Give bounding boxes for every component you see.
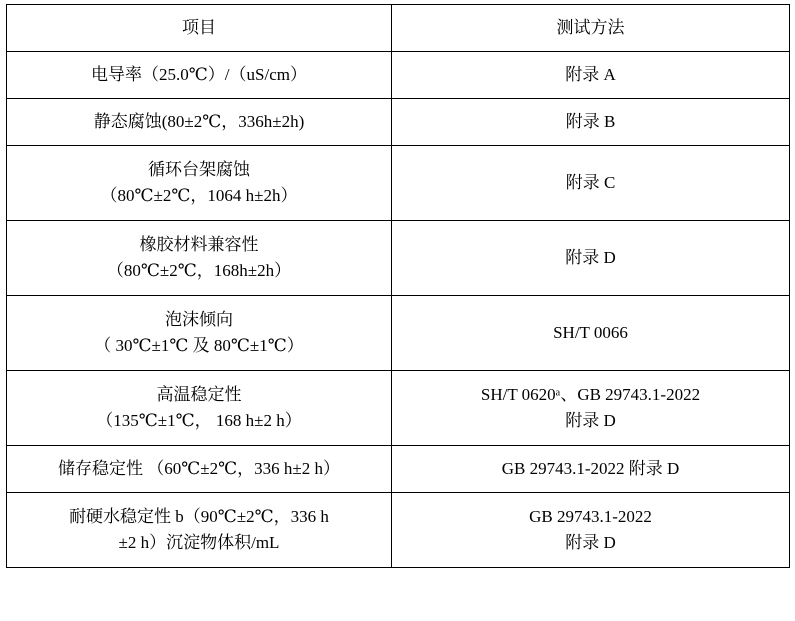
cell-item-line: 橡胶材料兼容性: [139, 234, 259, 254]
table-row: [7, 221, 790, 296]
table-row: [7, 493, 790, 568]
table-row: [7, 371, 790, 446]
cell-item: [7, 493, 392, 568]
cell-item: [7, 146, 392, 221]
cell-method: [392, 221, 790, 296]
cell-method: [392, 52, 790, 99]
table-row: [7, 296, 790, 371]
cell-item: [7, 296, 392, 371]
cell-item: [7, 221, 392, 296]
cell-item: [7, 446, 392, 493]
cell-method-line: 附录 C: [565, 172, 616, 192]
header-item-label: 项目: [182, 17, 216, 37]
cell-item-line: （80℃±2℃，1064 h±2h）: [100, 186, 298, 205]
table-row: [7, 99, 790, 146]
table-row: [7, 52, 790, 99]
cell-item-line: 高温稳定性: [156, 384, 242, 404]
table-row: [7, 146, 790, 221]
cell-method: [392, 146, 790, 221]
cell-item-line: 循环台架腐蚀: [148, 159, 250, 179]
cell-method-line: GB 29743.1-2022: [529, 506, 652, 526]
cell-method-line: SH/T 0066: [553, 322, 628, 342]
cell-item-line: 静态腐蚀(80±2℃，336h±2h): [93, 111, 305, 131]
cell-method: [392, 99, 790, 146]
cell-item: [7, 52, 392, 99]
cell-method-line: 附录 D: [565, 533, 616, 552]
cell-item-line: （80℃±2℃，168h±2h）: [106, 261, 292, 280]
cell-method: [392, 493, 790, 568]
table-row: [7, 446, 790, 493]
cell-item-line: （ 30℃±1℃ 及 80℃±1℃）: [94, 336, 304, 355]
cell-method-line: 附录 D: [565, 247, 616, 267]
cell-method: [392, 446, 790, 493]
column-header-method: [392, 5, 790, 52]
cell-item: [7, 371, 392, 446]
cell-method-line: GB 29743.1-2022 附录 D: [501, 458, 680, 478]
cell-method-line: SH/T 0620ᵃ、GB 29743.1-2022: [480, 384, 701, 404]
cell-item: [7, 99, 392, 146]
cell-item-line: 耐硬水稳定性 b（90℃±2℃，336 h: [69, 506, 329, 526]
cell-item-line: 电导率（25.0℃）/（uS/cm）: [91, 64, 307, 84]
table-header-row: [7, 5, 790, 52]
cell-method: [392, 296, 790, 371]
cell-item-line: （135℃±1℃， 168 h±2 h）: [96, 411, 302, 430]
cell-method-line: 附录 D: [565, 411, 616, 430]
header-method-label: 测试方法: [556, 17, 625, 37]
column-header-item: [7, 5, 392, 52]
cell-item-line: ±2 h）沉淀物体积/mL: [118, 533, 280, 552]
cell-item-line: 泡沫倾向: [165, 309, 233, 329]
cell-method: [392, 371, 790, 446]
cell-method-line: 附录 B: [565, 111, 616, 131]
cell-method-line: 附录 A: [565, 64, 616, 84]
specification-table: [6, 4, 790, 568]
cell-item-line: 储存稳定性 （60℃±2℃，336 h±2 h）: [58, 458, 340, 478]
